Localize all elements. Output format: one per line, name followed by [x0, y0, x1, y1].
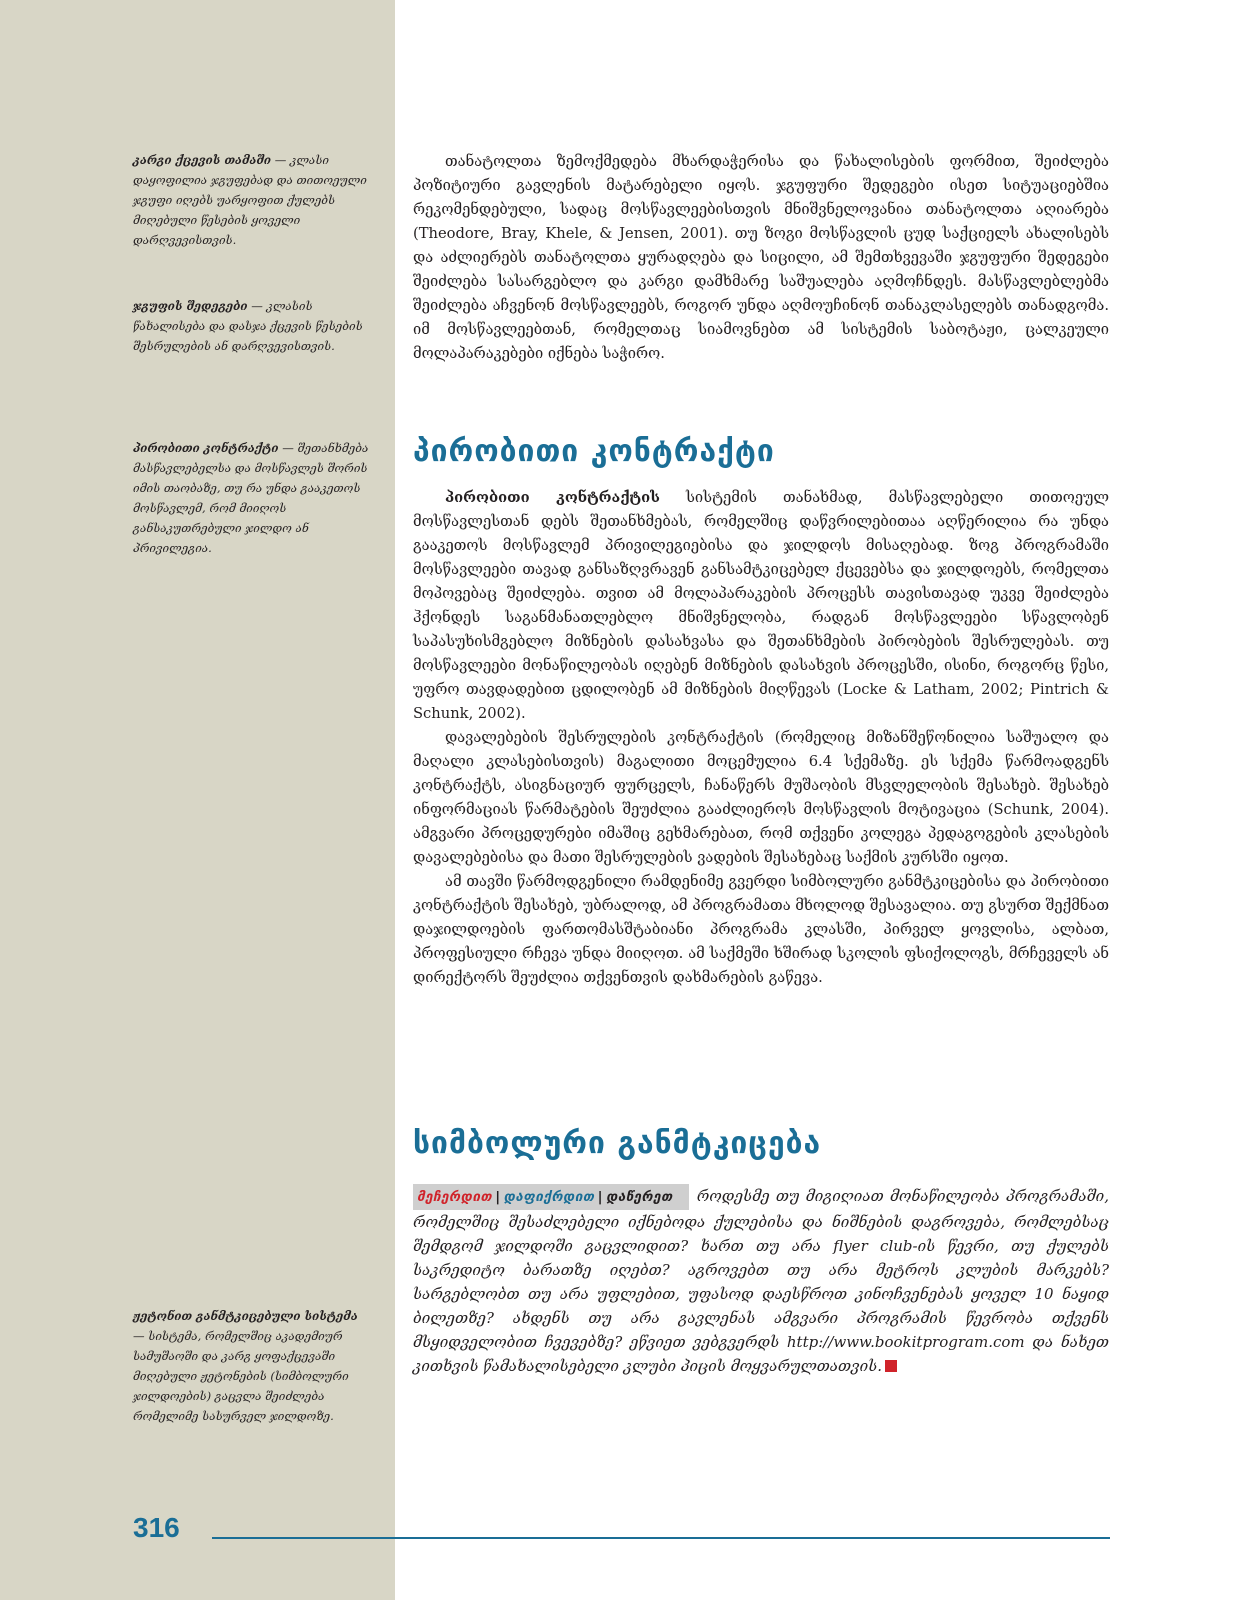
body-paragraph — [413, 486, 1109, 726]
label-separator: | — [597, 1189, 604, 1205]
reflect-label: დაფიქრდით — [503, 1189, 595, 1205]
run-in-term: პირობითი კონტრაქტის — [445, 489, 660, 506]
glossary-definition: შეთანხმება მასწავლებელსა და მოსწავლეს შორის იმის თაობაზე, თუ რა უნდა გააკეთოს მოსწავლემ, რომ მიიღოს განსაკუთრებული ჯილდო ან პრივილეგია. — [133, 441, 369, 555]
glossary-dash: — — [247, 299, 267, 313]
glossary-term: ჟეტონით განმტკიცებული სისტემა — [133, 1309, 358, 1323]
main-column-top — [413, 150, 1109, 366]
reflection-text: როდესმე თუ მიგიღიათ მონაწილეობა პროგრამაში, რომელშიც შესაძლებელი იქნებოდა ქულებისა და ნიშნების დაგროვება, რომლებსაც შემდგომ ჯილდოში გაცვლიდით? ხართ თუ არა flyer club-ის წევრი, თუ ქულებს საკრედიტო ბარათზე იღებთ? აგროვებთ თუ არა მეტროს კლუბის მარკებს? სარგებლობთ თუ არა უფლებით, უფასოდ დაესწროთ კინოჩვენებას ყოველ 10 ნაყიდ ბილეთზე? ახდენს თუ არა გავლენას ამგვარი პროგრამის წევრობა თქვენს მსყიდველობით ჩვევებზე? ეწვიეთ ვებგვერდს http://www.bookitprogram.com და ნახეთ კითხვის წამახალისებელი კლუბი პიცის მოყვარულთათვის. — [413, 1187, 1109, 1375]
glossary-note-token-reinforcement — [133, 1306, 373, 1426]
end-of-section-marker — [885, 1360, 897, 1372]
body-paragraph: თანატოლთა ზემოქმედება მხარდაჭერისა და წახალისების ფორმით, შეიძლება პოზიტიური გავლენის მატარებელი იყოს. ჯგუფური შედეგები ისეთ სიტუაციებშია რეკომენდებული, სადაც მოსწავლეებისთვის მნიშვნელოვანია თანატოლთა აღიარება (Theodore, Bray, Khele, & Jensen, 2001). თუ ზოგი მოსწავლის ცუდ საქციელს ახალისებს და აძლიერებს თანატოლთა ყურადღება და სიცილი, ამ შემთხვევაში ჯგუფური შედეგები შეიძლება სასარგებლო და კარგი დამხმარე საშუალება აღმოჩნდეს. მასწავლებლებმა შეიძლება აჩვენონ მოსწავლეებს, როგორ უნდა აღმოუჩინონ თანაკლასელებს თანადგომა. იმ მოსწავლეებთან, რომელთაც სიამოვნებთ ამ სისტემის საბოტაჟი, ცალკეული მოლაპარაკებები იქნება საჭირო. — [413, 153, 1109, 362]
glossary-term: პირობითი კონტრაქტი — [133, 441, 279, 455]
section-heading: სიმბოლური განმტკიცება — [413, 1126, 822, 1161]
section-heading-token-wrap — [413, 1126, 1109, 1161]
glossary-note-good-behavior-game — [133, 150, 373, 250]
glossary-note-group-consequences — [133, 296, 373, 356]
glossary-term: ჯგუფის შედეგები — [133, 299, 248, 313]
section-heading: პირობითი კონტრაქტი — [413, 434, 775, 469]
glossary-term: კარგი ქცევის თამაში — [133, 153, 272, 167]
glossary-definition: სისტემა, რომელშიც აკადემიურ სამუშაოში და კარგ ყოფაქცევაში მიღებული ჟეტონების (სიმბოლური ჯილდოების) გაცვლა შეიძლება რომელიმე სასურველ ჯილდოზე. — [133, 1329, 349, 1423]
connect-reflect-write-label — [413, 1184, 689, 1210]
main-column-contract — [413, 486, 1109, 990]
body-paragraph: დავალებების შესრულების კონტრაქტის (რომელიც მიზანშეწონილია საშუალო და მაღალი კლასებისთვის) მაგალითი მოცემულია 6.4 სქემაზე. ეს სქემა წარმოადგენს კონტრაქტს, ასიგნაციურ ფურცელს, ჩანაწერს მუშაობის მსვლელობის შესახებ. შესახებ ინფორმაციას წარმატების შეუძლია გააძლიეროს მოსწავლის მოტივაცია (Schunk, 2004). ამგვარი პროცედურები იმაშიც გეხმარებათ, რომ თქვენი კოლეგა პედაგოგების კლასების დავალებებისა და მათი შესრულების ვადების შესახებაც საქმის კურსში იყოთ. — [413, 729, 1109, 866]
glossary-note-contingency-contract — [133, 438, 373, 558]
reflection-box — [413, 1184, 1109, 1378]
glossary-definition: კლასი დაყოფილია ჯგუფებად და თითოეული ჯგუფი იღებს უარყოფით ქულებს მიღებული წესების ყოველი დარღვევისთვის. — [133, 153, 367, 247]
glossary-dash: — — [278, 441, 298, 455]
connect-label: მეჩერდით — [417, 1189, 493, 1205]
glossary-dash: — — [271, 153, 291, 167]
section-heading-contract-wrap — [413, 434, 1109, 469]
label-separator: | — [495, 1189, 501, 1205]
glossary-dash: — — [133, 1329, 149, 1343]
page-number: 316 — [133, 1512, 180, 1543]
write-label: დაწერეთ — [606, 1189, 673, 1205]
body-text: სისტემის თანახმად, მასწავლებელი თითოეულ მოსწავლესთან დებს შეთანხმებას, რომელშიც დაწვრილებითაა აღწერილია რა უნდა გააკეთოს მოსწავლემ პრივილეგიებისა და ჯილდოს მისაღებად. ზოგ პროგრამაში მოსწავლეები თავად განსაზღვრავენ განსამტკიცებელ ქცევებსა და ჯილდოებს, რომელთა მოპოვებაც შეიძლება. თვით ამ მოლაპარაკების პროცესს თავისთავად უკვე შეიძლება ჰქონდეს საგანმანათლებლო მნიშვნელობა, რადგან მოსწავლეები სწავლობენ საპასუხისმგებლო მიზნების დასახვასა და შეთანხმების პირობების შესრულებას. თუ მოსწავლეები მონაწილეობას იღებენ მიზნების დასახვის პროცესში, ისინი, როგორც წესი, უფრო თავდადებით ცდილობენ ამ მიზნების მიღწევას (Locke & Latham, 2002; Pintrich & Schunk, 2002). — [413, 489, 1110, 722]
reflection-paragraph — [413, 1184, 1109, 1378]
body-paragraph: ამ თავში წარმოდგენილი რამდენიმე გვერდი სიმბოლური განმტკიცებისა და პირობითი კონტრაქტის შესახებ, უბრალოდ, ამ პროგრამათა მხოლოდ შესავალია. თუ გსურთ შექმნათ დაჯილდოების ფართომასშტაბიანი პროგრამა კლასში, პირველ ყოვლისა, ალბათ, პროფესიული რჩევა უნდა მიიღოთ. ამ საქმეში ხშირად სკოლის ფსიქოლოგს, მრჩეველს ან დირექტორს შეუძლია თქვენთვის დახმარების გაწევა. — [413, 873, 1109, 986]
glossary-definition: კლასის წახალისება და დასჯა ქცევის წესების შესრულების ან დარღვევისთვის. — [133, 299, 363, 353]
footer-rule — [212, 1537, 1110, 1539]
